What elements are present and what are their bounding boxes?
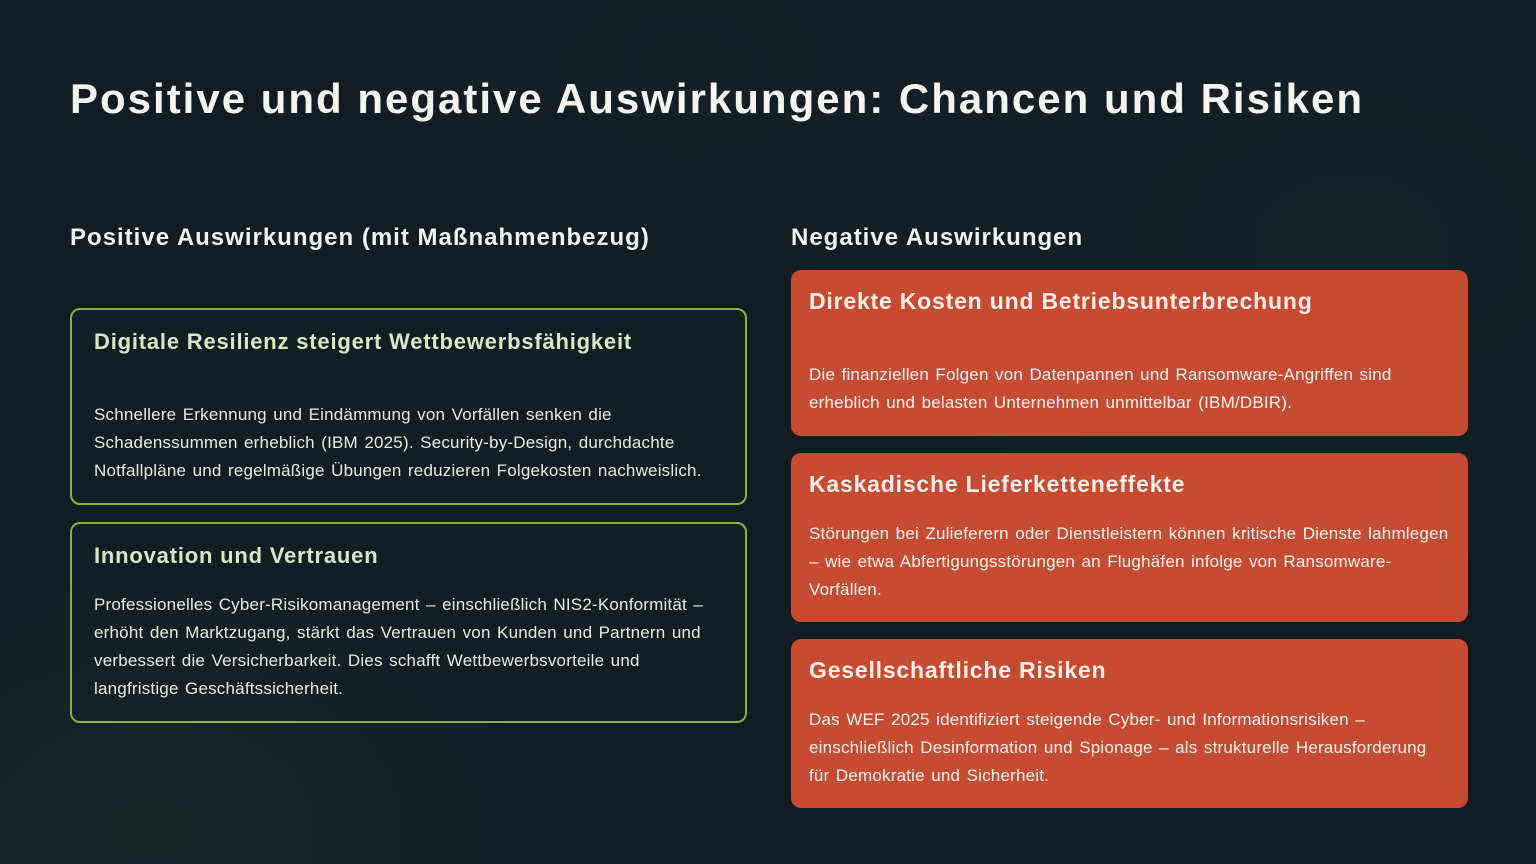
- negative-card-direkte-kosten: [791, 270, 1468, 436]
- page-title: Positive und negative Auswirkungen: Chancen und Risiken: [70, 75, 1364, 122]
- positive-card-innovation-vertrauen: [70, 522, 747, 723]
- card-body: Die finanziellen Folgen von Datenpannen und Ransomware-Angriffen sind erheblich und belasten Unternehmen unmittelbar (IBM/DBIR).: [809, 364, 1392, 412]
- positive-column-heading: Positive Auswirkungen (mit Maßnahmenbezug): [70, 224, 650, 251]
- negative-column: [791, 224, 1468, 808]
- card-body: Professionelles Cyber-Risikomanagement – einschließlich NIS2-Konformität – erhöht den Marktzugang, stärkt das Vertrauen von Kunden und Partnern und verbessert die Versicherbarkeit. Dies schafft Wettbewerbsvorteile und langfristige Geschäftssicherheit.: [94, 594, 704, 698]
- positive-column: [70, 224, 747, 808]
- positive-card-digitale-resilienz: [70, 308, 747, 505]
- negative-card-lieferketteneffekte: [791, 453, 1468, 622]
- card-body: Das WEF 2025 identifiziert steigende Cyber- und Informationsrisiken – einschließlich Desinformation und Spionage – als strukturelle Herausforderung für Demokratie und Sicherheit.: [809, 709, 1427, 785]
- negative-column-heading: Negative Auswirkungen: [791, 224, 1084, 251]
- negative-card-gesellschaftliche-risiken: [791, 639, 1468, 808]
- columns: [70, 224, 1466, 808]
- card-title: Kaskadische Lieferketteneffekte: [809, 470, 1186, 497]
- card-title: Direkte Kosten und Betriebsunterbrechung: [809, 287, 1313, 314]
- card-title: Digitale Resilienz steigert Wettbewerbsfähigkeit: [94, 328, 633, 354]
- card-title: Innovation und Vertrauen: [94, 542, 379, 568]
- card-body: Schnellere Erkennung und Eindämmung von Vorfällen senken die Schadenssummen erheblich (IBM 2025). Security-by-Design, durchdachte Notfallpläne und regelmäßige Übungen reduzieren Folgekosten nachweislich.: [94, 404, 702, 480]
- card-body: Störungen bei Zulieferern oder Dienstleistern können kritische Dienste lahmlegen – wie etwa Abfertigungsstörungen an Flughäfen infolge von Ransomware-Vorfällen.: [809, 523, 1449, 599]
- card-title: Gesellschaftliche Risiken: [809, 656, 1107, 683]
